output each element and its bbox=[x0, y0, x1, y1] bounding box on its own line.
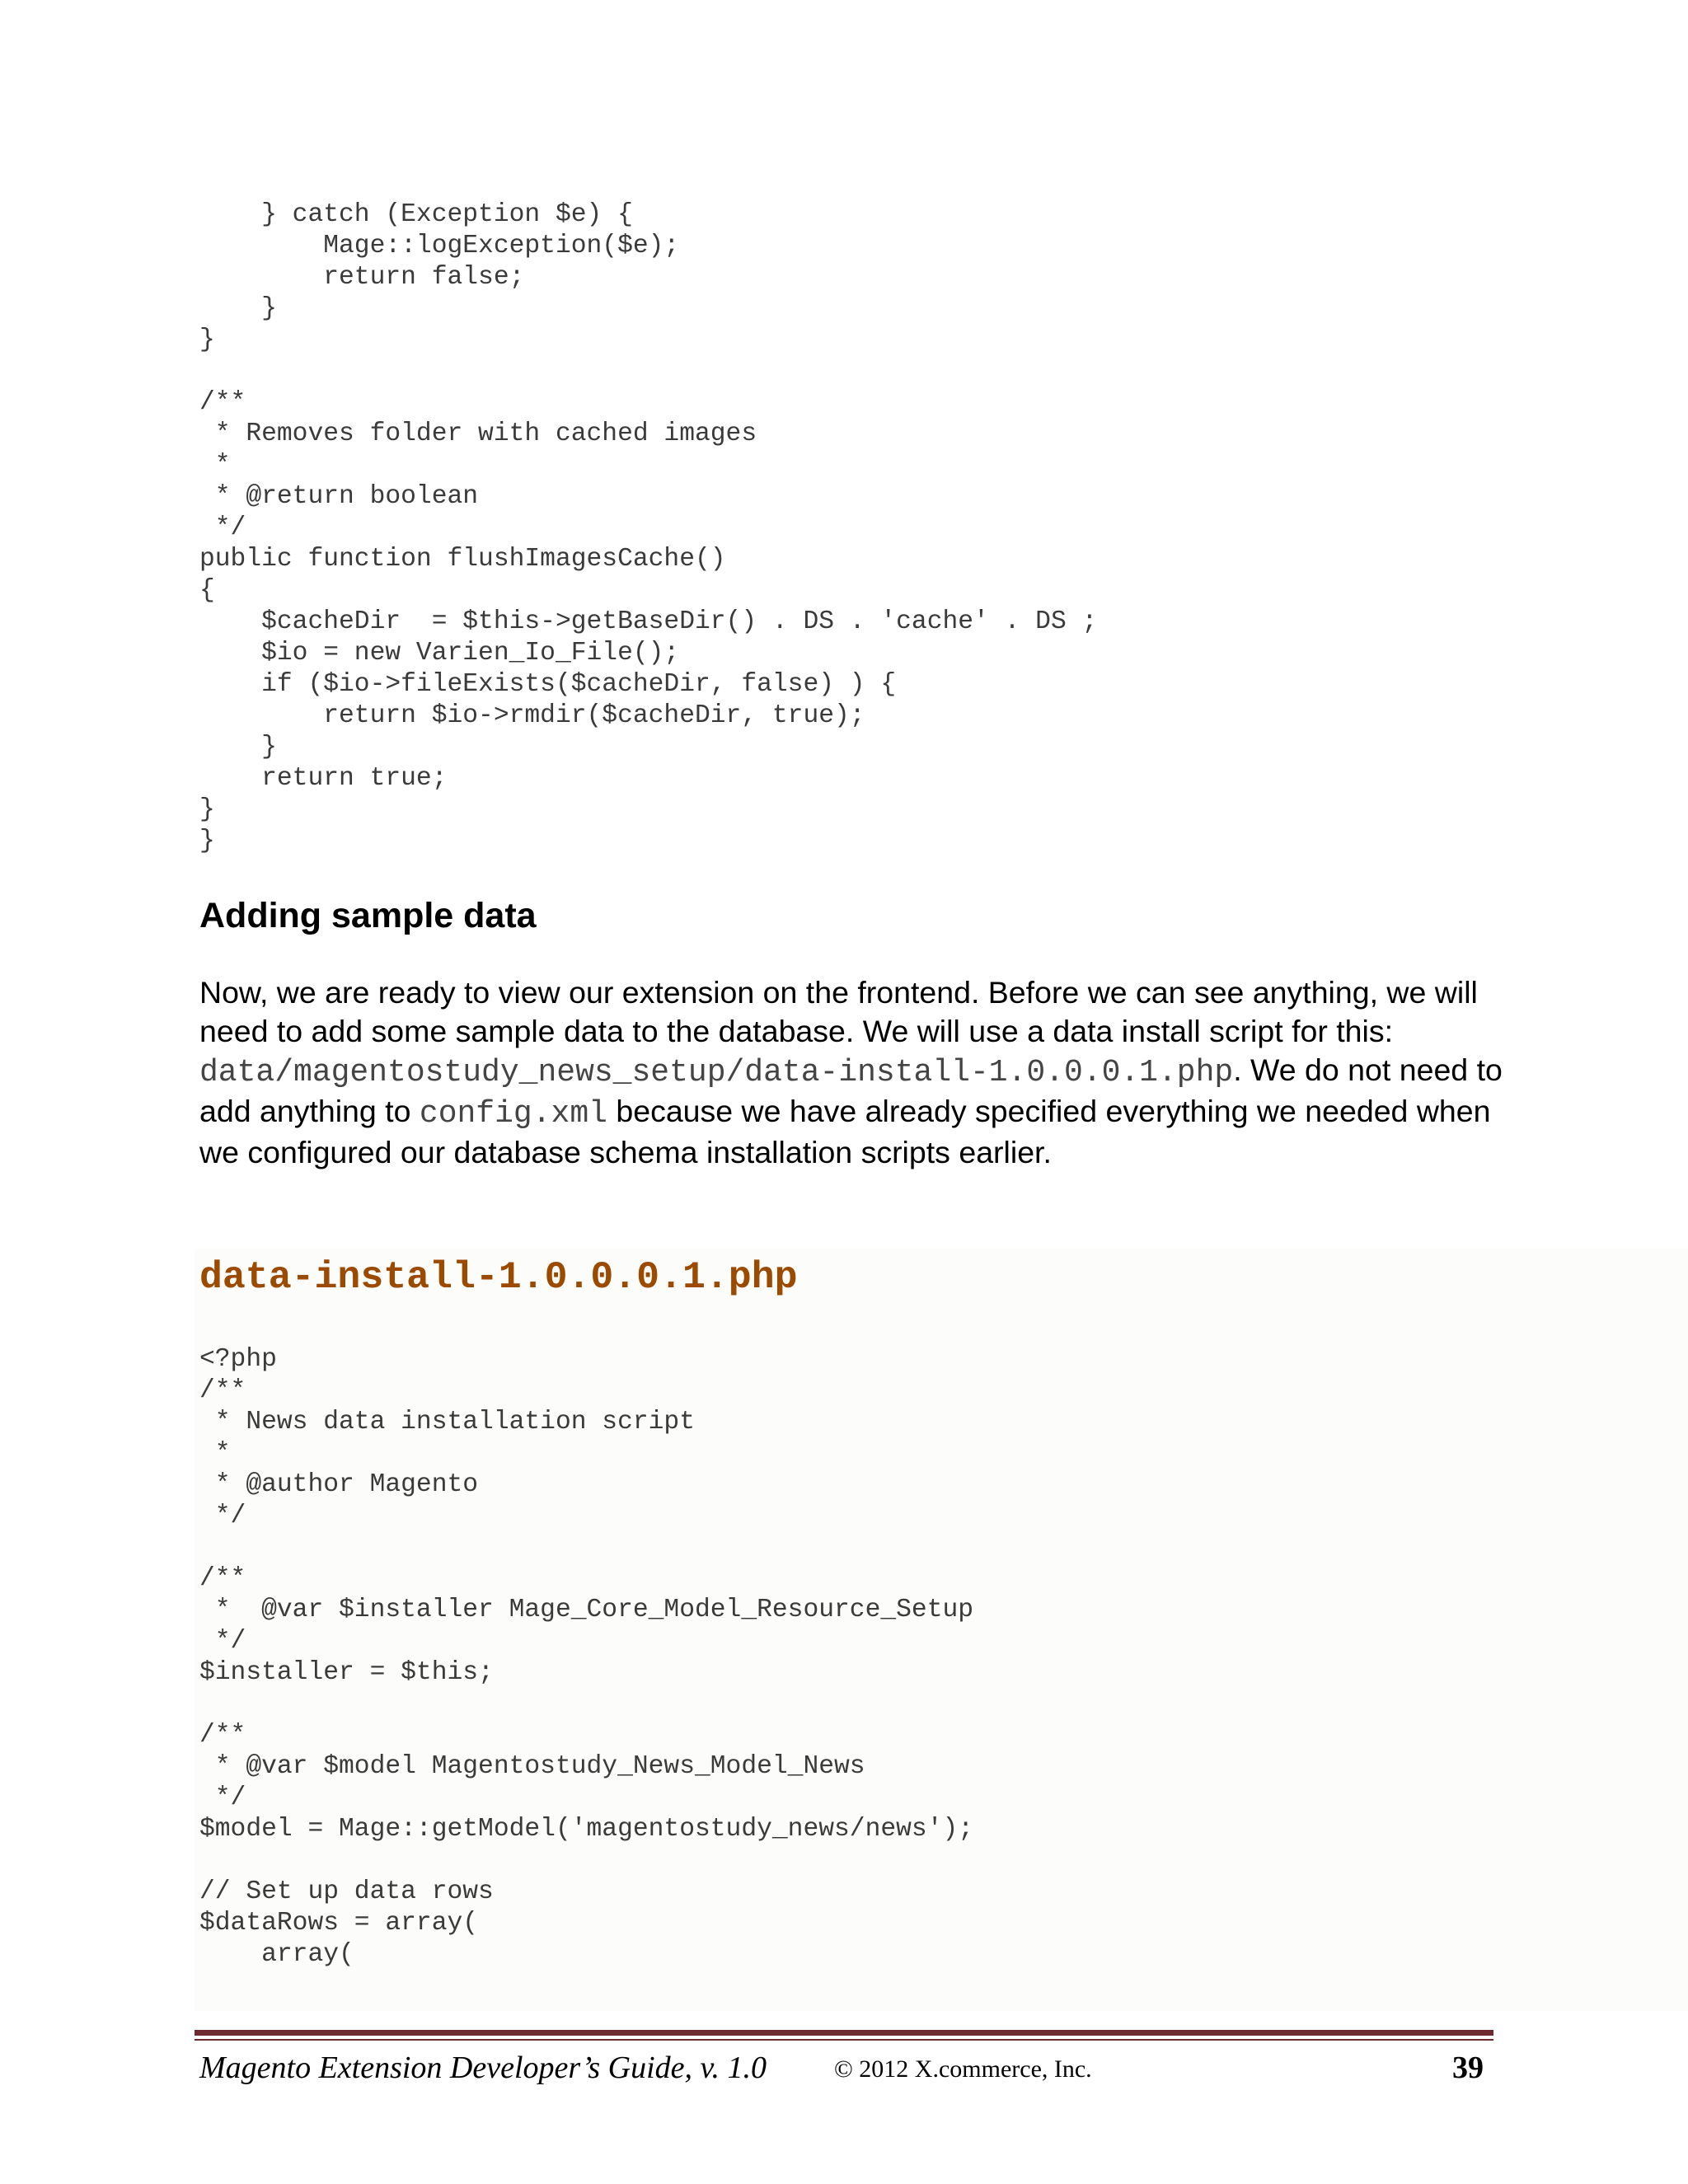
code-closing-brace bbox=[199, 826, 215, 857]
footer-guide-title: Magento Extension Developer’s Guide, v. 1.0 bbox=[199, 2050, 767, 2085]
page-number: 39 bbox=[1452, 2050, 1484, 2085]
code-block-flush-images-cache bbox=[199, 199, 1097, 826]
code-block-data-install bbox=[199, 1344, 973, 1971]
section-heading: Adding sample data bbox=[199, 896, 537, 935]
code-lines: } catch (Exception $e) { Mage::logException($e); return false; } } /** * Removes folder with cached images * * @return boolean */ public function flushImagesCache() { $cacheDir = $this->getBaseDir() . DS . 'cache' . DS ; $io = new Varien_Io_File(); if ($io->fileExists($cacheDir, false) ) { return $io->rmdir($cacheDir, true); } return true; } bbox=[199, 200, 1098, 824]
footer-rule bbox=[195, 2030, 1493, 2036]
code-line: } bbox=[199, 827, 215, 855]
paragraph-text: Now, we are ready to view our extension on the frontend. Before we can see anything, we will need to add some sample data to the database. We will use a data install script for this: bbox=[199, 975, 1478, 1048]
footer-copyright: © 2012 X.commerce, Inc. bbox=[834, 2055, 1092, 2083]
paragraph-text: . We do not need to add anything to bbox=[199, 1052, 1503, 1128]
file-name-heading: data-install-1.0.0.0.1.php bbox=[199, 1255, 798, 1299]
footer-rule-thin bbox=[195, 2039, 1493, 2041]
inline-code-file-path: data/magentostudy_news_setup/data-install-1.0.0.0.1.php bbox=[199, 1055, 1234, 1090]
body-paragraph bbox=[199, 973, 1518, 1172]
paragraph-text: because we have already specified everything we needed when we configured our database schema installation scripts earlier. bbox=[199, 1094, 1491, 1169]
inline-code-config-xml: config.xml bbox=[419, 1096, 607, 1132]
code-lines: <?php /** * News data installation script * * @author Magento */ /** * @var $installer Mage_Core_Model_Resource_Setup */ $installer = $this; /** * @var $model Magentostudy_News_Model_News */ $model = Mage::getModel('magentostudy_news/news'); // Set up data rows $dataRows = array( array( bbox=[199, 1345, 974, 1969]
